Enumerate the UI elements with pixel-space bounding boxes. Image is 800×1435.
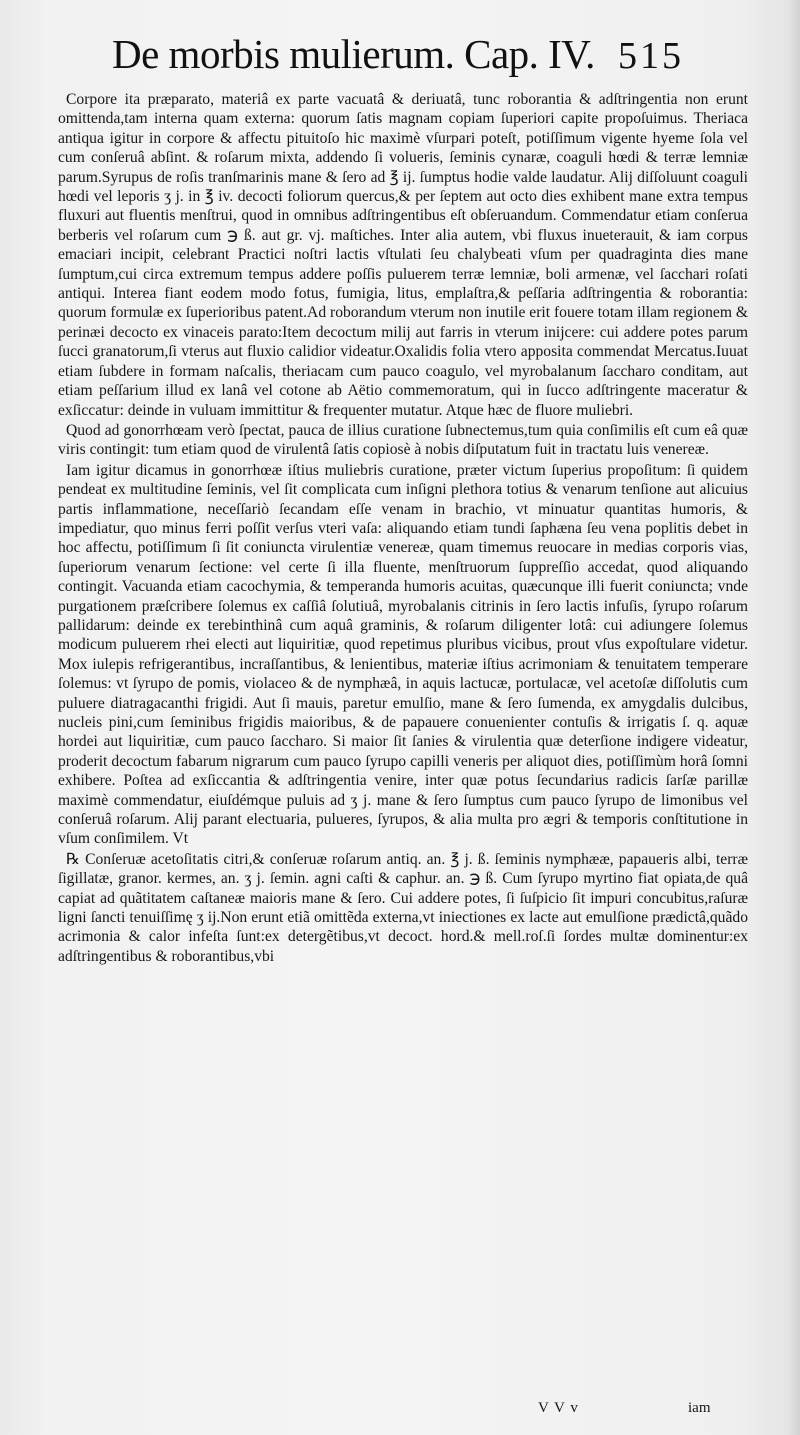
signature-mark: V V v [538, 1400, 579, 1416]
running-header [0, 30, 800, 86]
page-footer [0, 1400, 800, 1424]
catchword: iam [688, 1400, 711, 1416]
recipe-paragraph: ℞ Conſeruæ acetoſitatis citri,& conſeruæ roſarum antiq. an. ℥ j. ß. ſeminis nymphææ, papaueris albi, terræ ſigillatæ, granor. kermes, an. ʒ j. ſemin. agni caſti & caphur. an. ℈ ß. Cum ſyrupo myrtino fiat opiata,de quâ capiat ad quãtitatem caſtaneæ maioris mane & ſero. Cui addere potes, ſi ſuſpicio ſit impuri concubitus,raſuræ ligni ſancti tenuiſſimę ʒ ij.Non erunt etiã omittẽda externa,vt iniectiones ex lacte aut emulſione prædictâ,quãdo acrimonia & calor infeſta ſunt:ex detergẽtibus,vt decoct. hord.& mell.roſ.ſi ſordes multæ dominentur:ex adſtringentibus & roborantibus,vbi [58, 850, 748, 965]
paragraph: Corpore ita præparato, materiâ ex parte vacuatâ & deriuatâ, tunc roborantia & adſtringentia non erunt omittenda,tam interna quam externa: quorum ſatis magnam copiam ſuperiori capite propoſuimus. Theriaca antiqua igitur in corpore & affectu pituitoſo hic maximè vſurpari poteſt, potiſſimum vigente hyeme ſola vel cum conſeruâ abſint. & roſarum mixta, addendo ſi volueris, ſeminis cynaræ, coaguli hœdi & terræ lemniæ parum.Syrupus de roſis tranſmarinis mane & ſero ad ℥ ij. ſumptus hodie valde laudatur. Alij diſſoluunt coaguli hœdi vel leporis ʒ j. in ℥ iv. decocti foliorum quercus,& per ſeptem aut octo dies exhibent mane extra tempus fluxuri aut fluentis menſtrui, quod in omnibus adſtringentibus eſt obſeruandum. Commendatur etiam conſerua berberis vel roſarum cum ℈ ß. aut gr. vj. maſtiches. Inter alia autem, vbi fluxus inueterauit, & iam corpus emaciari incipit, celebrant Practici noſtri lactis vſtulati ſeu chalybeati vſum per quadraginta dies mane ſumptum,cui circa extremum tempus addere poſſis puluerem terræ lemniæ, boli armenæ, vel ſacchari roſati antiqui. Interea fiant eodem modo fotus, fumigia, litus, emplaſtra,& peſſaria adſtringentia & roborantia: quorum formulæ ex ſuperioribus patent.Ad roborandum vterum non inutile erit fouere totam illam regionem & perinæi decocto ex vinaceis parato:Item decoctum milij aut farris in vterum inijcere: cui addere potes parum ſucci granatorum,ſi vterus aut fluxio calidior videatur.Oxalidis folia vtero apposita commendat Mercatus.Iuuat etiam ſubdere in formam naſcalis, theriacam cum pauco coagulo, vel myrobalanum ſaccharo conditam, aut etiam peſſarium illud ex lanâ vel cotone ab Aëtio commemoratum, qui in ſucco adſtringente maceratur & exſiccatur: deinde in vuluam immittitur & frequenter mutatur. Atque hæc de fluore muliebri. [58, 91, 748, 419]
running-title: De morbis mulierum. Cap. IV. [112, 31, 595, 77]
body-text [58, 90, 748, 966]
page-edge-shadow [788, 0, 800, 1435]
paragraph: Quod ad gonorrhœam verò ſpectat, pauca de illius curatione ſubnectemus,tum quia conſimilis eſt cum eâ quæ viris contingit: tum etiam quod de virulentâ ſatis copiosè à nobis diſputatum fuit in tractatu luis venereæ. [58, 421, 748, 459]
paragraph: Iam igitur dicamus in gonorrhœæ iſtius muliebris curatione, præter victum ſuperius propoſitum: ſi quidem pendeat ex multitudine ſeminis, vel ſit complicata cum inſigni plethora totius & venarum tenſione aut alicuius partis inflammatione, neceſſariò ſecandam eſſe venam in brachio, vt minuatur quantitas humoris, & impediatur, quo minus ferri poſſit verſus vteri vaſa: aliquando etiam tundi ſaphæna ſeu vena poplitis debet in hoc affectu, potiſſimum ſi ſit coniuncta virulentiæ venereæ, quam timemus reuocare in medias corporis vias, ſuperiorum venarum ſectione: vel certe ſi illa fluente, menſtruorum ſuppreſſio accedat, quod aliquando contingit. Vacuanda etiam cacochymia, & temperanda humoris acuitas, quæcunque illi fuerit coniuncta; vnde purgationem præſcribere ſolemus ex caſſiâ ſolutiuâ, myrobalanis citrinis in ſero lactis infuſis, ſyrupo roſarum pallidarum: deinde ex terebinthinâ cum aquâ graminis, & roſarum diligenter lotâ: cui adiungere ſolemus modicum puluerem rhei electi aut liquiritiæ, quod repetimus pluribus vicibus, prout vſus expoſtulare videtur. Mox iulepis refrigerantibus, incraſſantibus, & lenientibus, materiæ iſtius acrimoniam & tenuitatem temperare ſolemus: vt ſyrupo de pomis, violaceo & de nymphæâ, in aquis lactucæ, portulacæ, vel acetoſæ diſſolutis cum puluere diatragacanthi frigidi. Aut ſi mauis, paretur emulſio, mane & ſero ſumenda, ex amygdalis dulcibus, nucleis pini,cum ſeminibus frigidis maioribus, & de papauere conuenienter contuſis & irrigatis ſ. q. aquæ hordei aut liquiritiæ, cum pauco ſaccharo. Si maior ſit ſanies & virulentia quæ deterſione indigere videatur, proderit decoctum fabarum nigrarum cum pauco ſyrupo capilli veneris per aliquot dies, potiſſimùm horâ ſomni exhibere. Poſtea ad exſiccantia & adſtringentia venire, inter quæ potus ſecundarius radicis ſarſæ parillæ maximè commendatur, eiuſdémque puluis ad ʒ j. mane & ſero ſumptus cum pauco ſyrupo de limonibus vel conſeruâ roſarum. Alij parant electuaria, pulueres, ſyrupos, & alia multa pro ægri & temporis conſtitutione in vſum conſimilem. Vt [58, 461, 748, 848]
page-number: 515 [618, 35, 684, 77]
